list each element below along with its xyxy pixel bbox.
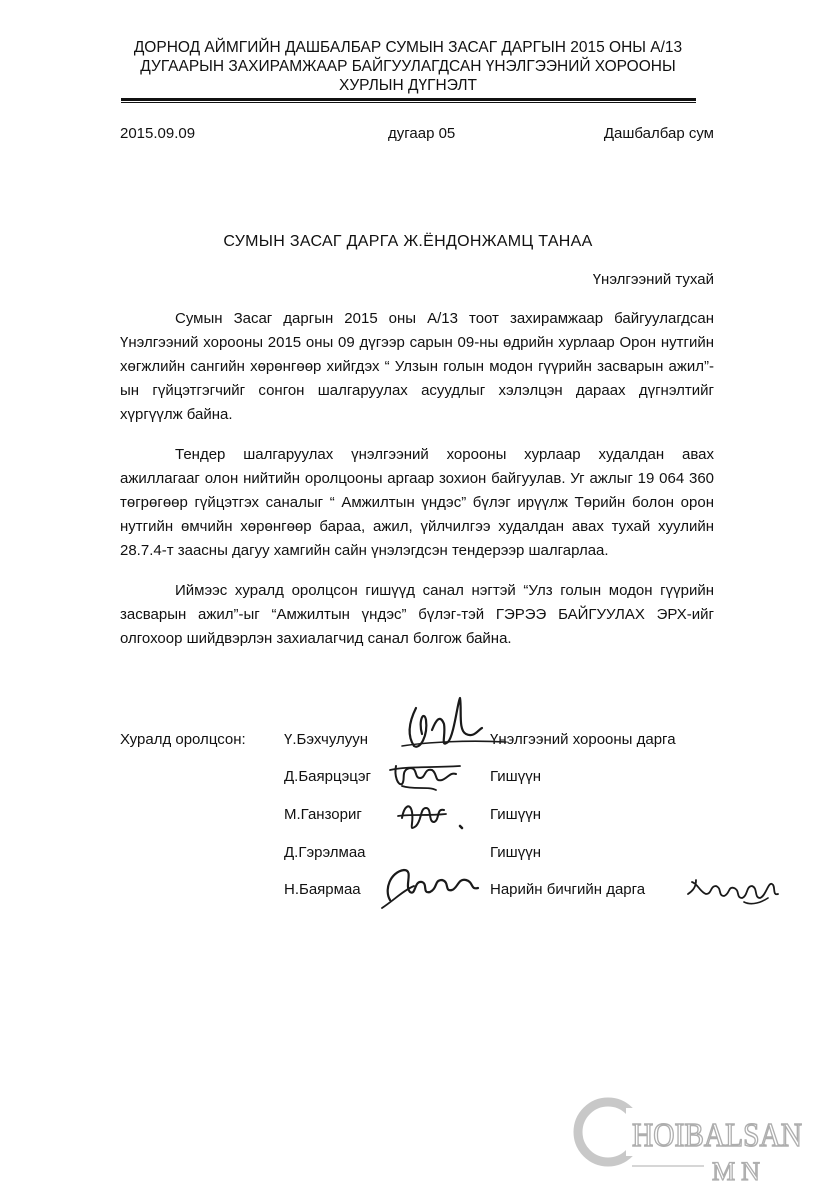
signature-chairman xyxy=(388,690,508,760)
document-number: дугаар 05 xyxy=(388,125,456,142)
signature-member-1 xyxy=(388,756,464,796)
member-name: М.Ганзориг xyxy=(284,806,362,823)
header-line-3: ХУРЛЫН ДҮГНЭЛТ xyxy=(338,77,478,94)
addressee-line: СУМЫН ЗАСАГ ДАРГА Ж.ЁНДОНЖАМЦ ТАНАА xyxy=(223,233,593,250)
document-header xyxy=(60,38,756,95)
document-place: Дашбалбар сум xyxy=(603,125,714,142)
svg-text:HOIBALSAN: HOIBALSAN xyxy=(632,1117,802,1154)
signature-secretary xyxy=(374,860,494,916)
member-role: Гишүүн xyxy=(490,806,541,823)
member-name: Д.Баярцэцэг xyxy=(284,768,371,785)
handwritten-note-image xyxy=(682,872,786,912)
member-role: Үнэлгээний хорооны дарга xyxy=(490,731,676,748)
body-paragraph-2: Тендер шалгаруулах үнэлгээний хорооны хурлаар худалдан авах ажиллагааг олон нийтийн оролцооны аргаар зохион байгуулав. Уг ажлыг 19 064 360 төгрөгөөр гүйцэтгэх саналыг “ Амжилтын үндэс” бүлэг ирүүлж Төрийн болон орон нутгийн өмчийн хөрөнгөөр бараа, ажил, үйлчилгээ худалдан авах тухай хуулийн 28.7.4-т заасны дагуу хамгийн сайн үнэлэгдсэн тендерээр шалгарлаа. xyxy=(120,446,714,559)
header-line-1: ДОРНОД АЙМГИЙН ДАШБАЛБАР СУМЫН ЗАСАГ ДАРГЫН 2015 ОНЫ А/13 xyxy=(133,39,683,56)
choibalsan-watermark-logo xyxy=(572,1088,812,1188)
document-body xyxy=(120,307,714,667)
header-line-2: ДУГААРЫН ЗАХИРАМЖААР БАЙГУУЛАГДСАН ҮНЭЛГЭЭНИЙ ХОРООНЫ xyxy=(140,58,676,75)
member-role: Гишүүн xyxy=(490,768,541,785)
member-name: Д.Гэрэлмаа xyxy=(284,844,366,861)
participants-label: Хуралд оролцсон: xyxy=(120,731,246,748)
header-divider-thin xyxy=(121,102,696,103)
member-name: Ү.Бэхчулуун xyxy=(284,731,369,748)
signature-member-2 xyxy=(394,796,474,838)
member-name: Н.Баярмаа xyxy=(284,881,361,898)
svg-text:MN: MN xyxy=(712,1157,766,1186)
member-role: Гишүүн xyxy=(490,844,541,861)
header-divider xyxy=(121,98,696,101)
body-paragraph-1: Сумын Засаг даргын 2015 оны А/13 тоот захирамжаар байгуулагдсан Үнэлгээний хорооны 2015 оны 09 дүгээр сарын 09-ны өдрийн хурлаар Орон нутгийн хөгжлийн сангийн хөрөнгөөр хийгдэх “ Улзын голын модон гүүрийн засварын ажил”-ын гүйцэтгэгчийг сонгон шалгаруулах асуудлыг хэлэлцэн дараах дүгнэлтийг хүргүүлж байна. xyxy=(120,310,714,423)
member-role: Нарийн бичгийн дарга xyxy=(490,881,646,898)
document-date: 2015.09.09 xyxy=(120,125,196,142)
body-paragraph-3: Иймээс хуралд оролцсон гишүүд санал нэгтэй “Улз голын модон гүүрийн засварын ажил”-ыг “Амжилтын үндэс” бүлэг-тэй ГЭРЭЭ БАЙГУУЛАХ ЭРХ-ийг олгохоор шийдвэрлэн захиалагчид санал болгож байна. xyxy=(120,582,714,647)
subject-line: Үнэлгээний тухай xyxy=(592,271,714,288)
